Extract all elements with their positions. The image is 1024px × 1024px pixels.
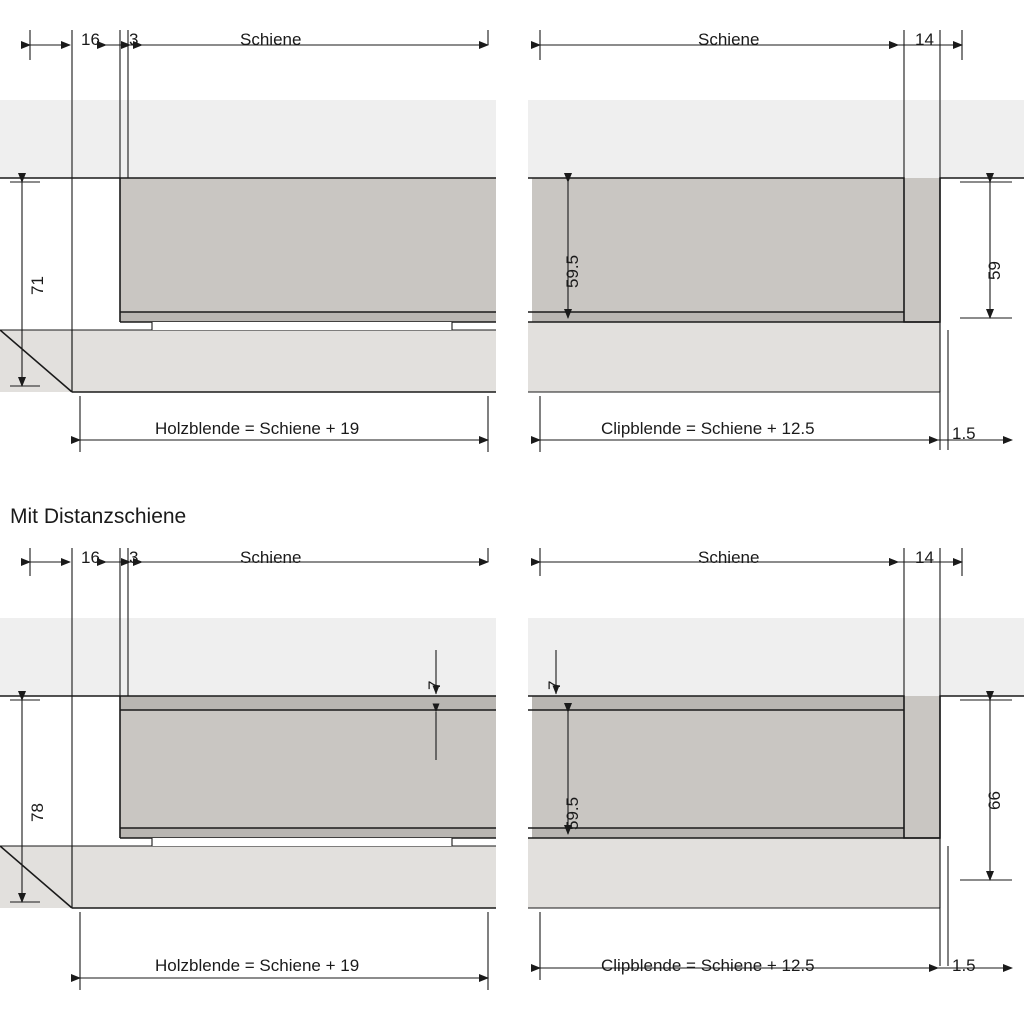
dim-label-7-bl: 7: [425, 680, 444, 690]
dim-label-3-bl: 3: [129, 548, 139, 567]
dim-label-schiene-tl: Schiene: [240, 30, 302, 49]
caption-holzblende-top: Holzblende = Schiene + 19: [155, 419, 360, 438]
dim-label-66: 66: [985, 791, 1004, 810]
dim-label-59-5-top: 59.5: [563, 254, 582, 288]
dim-label-3-tl: 3: [129, 30, 139, 49]
dim-label-16-tl: 16: [81, 30, 100, 49]
caption-clipblende-top: Clipblende = Schiene + 12.5: [601, 419, 815, 438]
caption-holzblende-bottom: Holzblende = Schiene + 19: [155, 956, 360, 975]
dim-label-59: 59: [985, 261, 1004, 280]
dim-label-7-br: 7: [545, 680, 564, 690]
caption-clipblende-bottom: Clipblende = Schiene + 12.5: [601, 956, 815, 975]
dim-label-71: 71: [28, 276, 47, 295]
dim-label-1-5-top: 1.5: [952, 424, 976, 443]
dim-label-14-tr: 14: [915, 30, 934, 49]
dim-label-59-5-bottom: 59.5: [563, 796, 582, 830]
dim-label-14-br: 14: [915, 548, 934, 567]
dim-label-16-bl: 16: [81, 548, 100, 567]
section-title-mit-distanzschiene: Mit Distanzschiene: [10, 505, 187, 528]
dim-label-78: 78: [28, 803, 47, 822]
dim-label-1-5-bottom: 1.5: [952, 956, 976, 975]
dim-label-schiene-br: Schiene: [698, 548, 760, 567]
dim-label-schiene-tr: Schiene: [698, 30, 760, 49]
dim-label-schiene-bl: Schiene: [240, 548, 302, 567]
